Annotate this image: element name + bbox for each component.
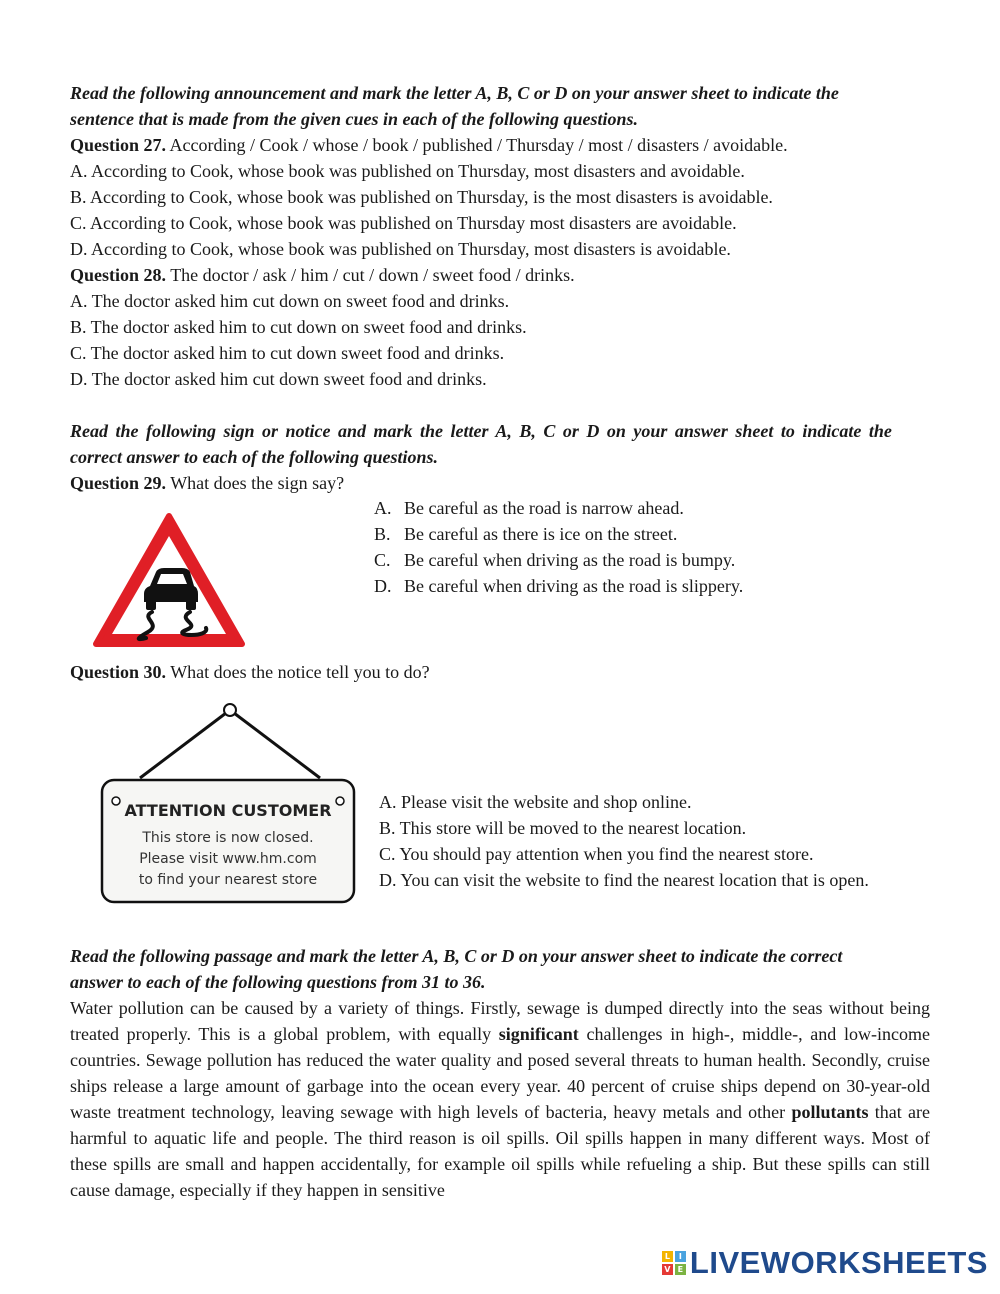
section1-instruction-line2: sentence that is made from the given cues in each of the following questions. (70, 109, 639, 129)
question-29-label: Question 29. (70, 473, 167, 493)
question-28 (70, 262, 575, 288)
q29-option-c[interactable]: C. Be careful when driving as the road is bumpy. (374, 550, 736, 570)
passage-keyword-significant: significant (498, 1024, 579, 1044)
section2-instruction-line2: correct answer to each of the following questions. (70, 447, 439, 467)
question-30-prompt: What does the notice tell you to do? (166, 662, 430, 682)
section2-instruction-line1: Read the following sign or notice and mark the letter A, B, C or D on your answer sheet to indicate the (70, 421, 892, 441)
question-29 (70, 470, 344, 496)
q30-option-d[interactable]: D. You can visit the website to find the nearest location that is open. (379, 870, 869, 890)
notice-line2: Please visit www.hm.com (139, 851, 317, 867)
q27-option-b[interactable]: B. According to Cook, whose book was published on Thursday, is the most disasters is avoidable. (70, 187, 773, 207)
section3-instruction-line1: Read the following passage and mark the letter A, B, C or D on your answer sheet to indicate the correct (70, 946, 843, 966)
question-30-label: Question 30. (70, 662, 167, 682)
q27-option-c[interactable]: C. According to Cook, whose book was published on Thursday most disasters are avoidable. (70, 213, 737, 233)
q28-option-c[interactable]: C. The doctor asked him to cut down sweet food and drinks. (70, 343, 505, 363)
q28-option-a[interactable]: A. The doctor asked him cut down on sweet food and drinks. (70, 291, 510, 311)
question-27-label: Question 27. (70, 135, 167, 155)
q30-option-a[interactable]: A. Please visit the website and shop online. (379, 792, 692, 812)
section1-instruction-line1: Read the following announcement and mark the letter A, B, C or D on your answer sheet to indicate the (70, 83, 839, 103)
logo-blocks-icon: L I V E (662, 1251, 686, 1275)
notice-title: ATTENTION CUSTOMER (124, 801, 332, 820)
passage-keyword-pollutants: pollutants (791, 1102, 869, 1122)
q30-option-b[interactable]: B. This store will be moved to the nearest location. (379, 818, 747, 838)
notice-line3: to find your nearest store (138, 872, 318, 888)
q29-option-b[interactable]: B. Be careful as there is ice on the street. (374, 524, 678, 544)
question-28-label: Question 28. (70, 265, 167, 285)
logo-text: LIVEWORKSHEETS (689, 1245, 988, 1280)
reading-passage (70, 995, 930, 1203)
q27-option-d[interactable]: D. According to Cook, whose book was published on Thursday, most disasters is avoidable. (70, 239, 731, 259)
q29-option-a[interactable]: A. Be careful as the road is narrow ahead. (374, 498, 684, 518)
liveworksheets-logo[interactable] (662, 1246, 988, 1280)
slippery-road-sign-icon (90, 510, 248, 652)
q28-option-b[interactable]: B. The doctor asked him to cut down on sweet food and drinks. (70, 317, 527, 337)
question-27 (70, 132, 788, 158)
question-28-prompt: The doctor / ask / him / cut / down / sweet food / drinks. (166, 265, 575, 285)
question-29-prompt: What does the sign say? (166, 473, 345, 493)
passage-part2: challenges in high-, middle-, and low-income countries. Sewage pollution has reduced the water quality and posed several threats to human health. Secondly, cruise ships release a large amount of garbage into the ocean every year. 40 percent of cruise ships depend on 30-year-old waste treatment technology, leaving sewage with high levels of bacteria, heavy metals and other (70, 1024, 930, 1122)
section3-instruction-line2: answer to each of the following questions from 31 to 36. (70, 972, 486, 992)
notice-line1: This store is now closed. (142, 830, 314, 846)
q29-option-d[interactable]: D. Be careful when driving as the road is slippery. (374, 576, 744, 596)
passage-part1: Water pollution can be caused by a variety of things. Firstly, sewage is dumped directly into the seas without being treated properly. This is a global problem, with equally (70, 998, 930, 1044)
q28-option-d[interactable]: D. The doctor asked him cut down sweet food and drinks. (70, 369, 487, 389)
question-30 (70, 659, 430, 685)
question-27-prompt: According / Cook / whose / book / published / Thursday / most / disasters / avoidable. (166, 135, 788, 155)
q30-option-c[interactable]: C. You should pay attention when you find the nearest store. (379, 844, 814, 864)
passage-part3: that are harmful to aquatic life and people. The third reason is oil spills. Oil spills happen in many different ways. Most of these spills are small and happen accidentally, for example oil spills while refueling a ship. But these spills can still cause damage, especially if they happen in sensitive (70, 1102, 930, 1200)
q27-option-a[interactable]: A. According to Cook, whose book was published on Thursday, most disasters and avoidable. (70, 161, 745, 181)
